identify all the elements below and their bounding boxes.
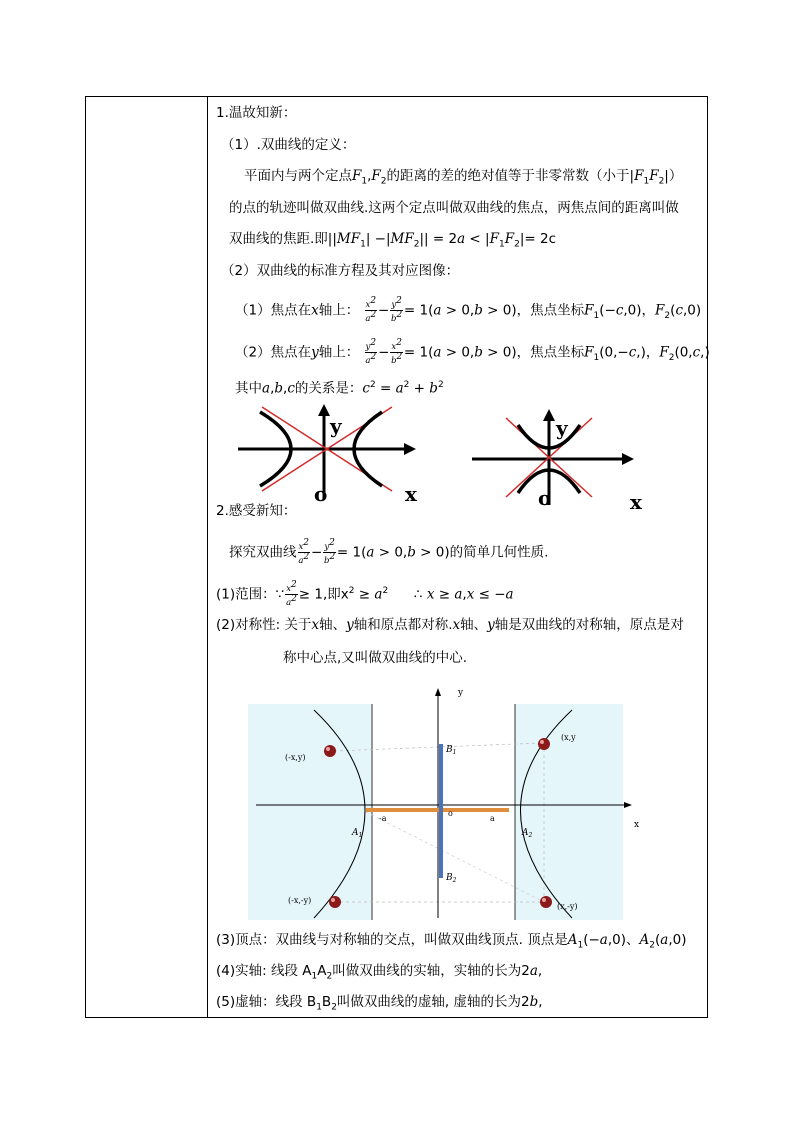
point-highlight bbox=[326, 747, 330, 751]
left-shaded-region bbox=[248, 704, 372, 920]
real-axis-line: (4)实轴: 线段 $A_1A_2$叫做双曲线的实轴，实轴的长为2a, bbox=[216, 963, 543, 982]
point-bottom-left bbox=[329, 896, 341, 908]
b1-label: $B_1$ bbox=[446, 745, 457, 756]
definition-line-2: 的点的轨迹叫做双曲线.这两个定点叫做双曲线的焦点，两焦点间的距离叫做 bbox=[229, 200, 679, 216]
b2-label: $B_2$ bbox=[446, 873, 457, 884]
y-label: y bbox=[330, 414, 342, 438]
point-highlight bbox=[542, 898, 546, 902]
pos-a-label: a bbox=[490, 814, 495, 823]
hyperbola-properties-figure bbox=[246, 686, 646, 926]
y-axis-arrow-icon bbox=[318, 404, 330, 416]
range-line: (1)范围：∵ $\frac{x^2}{a^2}$ ≥ 1,即$x^2 \ge a^2$ ∴ x ≥ a,x ≤ −a bbox=[216, 580, 514, 608]
x-axis-arrow-icon bbox=[622, 453, 634, 465]
point-top-right bbox=[538, 738, 550, 750]
x-axis-arrow-icon bbox=[404, 443, 416, 455]
point-highlight bbox=[331, 898, 335, 902]
origin-label: o bbox=[314, 482, 328, 505]
y-label: y bbox=[556, 416, 568, 440]
symmetry-line-2: 称中心点,又叫做双曲线的中心. bbox=[283, 650, 468, 666]
x-axis-arrow-icon bbox=[624, 802, 632, 808]
vertex-line: (3)顶点：双曲线与对称轴的交点，叫做双曲线顶点. 顶点是$A_1(-a,0)$、$A_2(a,0)$ bbox=[216, 932, 687, 951]
definition-line-1: 平面内与两个定点$F_1,F_2$的距离的差的绝对值等于非零常数（小于$|F_1F_2|$） bbox=[244, 168, 683, 187]
figure-x-label: x bbox=[634, 820, 640, 830]
point-top-left bbox=[324, 745, 336, 757]
hyperbola-y-axis-graph bbox=[468, 405, 658, 515]
a2-label: $A_2$ bbox=[522, 828, 533, 839]
point-bottom-left-label: (-x,-y) bbox=[288, 896, 312, 905]
explore-line: 探究双曲线 $\frac{x^2}{a^2}$ − $\frac{y^2}{b^2}$ = 1(a > 0,b > 0)的简单几何性质. bbox=[229, 538, 549, 566]
origin-label: o bbox=[538, 486, 552, 510]
a1-label: $A_1$ bbox=[352, 828, 363, 839]
point-highlight bbox=[540, 740, 544, 744]
column-divider bbox=[207, 97, 208, 1017]
point-bottom-right bbox=[540, 896, 552, 908]
x-label: x bbox=[405, 482, 417, 505]
x-label: x bbox=[630, 490, 642, 514]
point-top-right-label: (x,y bbox=[561, 733, 576, 742]
y-axis-arrow-icon bbox=[543, 409, 555, 421]
case-y-axis: （2）焦点在y轴上： $\frac{y^2}{a^2}$ − $\frac{x^2}{b^2}$ = 1(a > 0,b > 0)，焦点坐标$F_1(0,-c,)$，$F_2(0,c,)$ bbox=[235, 338, 710, 366]
point-top-left-label: (-x,y) bbox=[285, 753, 306, 762]
definition-heading: （1）.双曲线的定义： bbox=[221, 137, 356, 153]
case-x-axis: （1）焦点在x轴上： $\frac{x^2}{a^2}$ − $\frac{y^2}{b^2}$ = 1(a > 0,b > 0)，焦点坐标$F_1(-c,0)$，$F_2(c,0)$ bbox=[235, 296, 702, 324]
figure-y-label: y bbox=[458, 688, 464, 698]
imaginary-axis-line: (5)虚轴：线段 $B_1B_2$叫做双曲线的虚轴, 虚轴的长为2b, bbox=[216, 994, 543, 1013]
y-axis-arrow-icon bbox=[435, 688, 441, 696]
origin-label: o bbox=[448, 809, 453, 818]
symmetry-line-1: (2)对称性: 关于x轴、y轴和原点都对称.x轴、y轴是双曲线的对称轴，原点是对 bbox=[216, 617, 684, 633]
point-bottom-right-label: (x,-y) bbox=[557, 902, 578, 911]
hyperbola-x-axis-graph bbox=[232, 400, 432, 505]
definition-line-3: 双曲线的焦距.即$||MF_1| -|MF_2|| = 2a < |F_1F_2|= 2c$ bbox=[229, 231, 556, 250]
section1-title: 1.温故知新： bbox=[216, 105, 297, 121]
relation-line: 其中a,b,c的关系是：$c^2 = a^2 + b^2$ bbox=[235, 380, 444, 397]
section2-title: 2.感受新知： bbox=[216, 503, 297, 519]
neg-a-label: -a bbox=[379, 814, 387, 823]
standard-equation-heading: （2）双曲线的标准方程及其对应图像： bbox=[221, 263, 460, 279]
